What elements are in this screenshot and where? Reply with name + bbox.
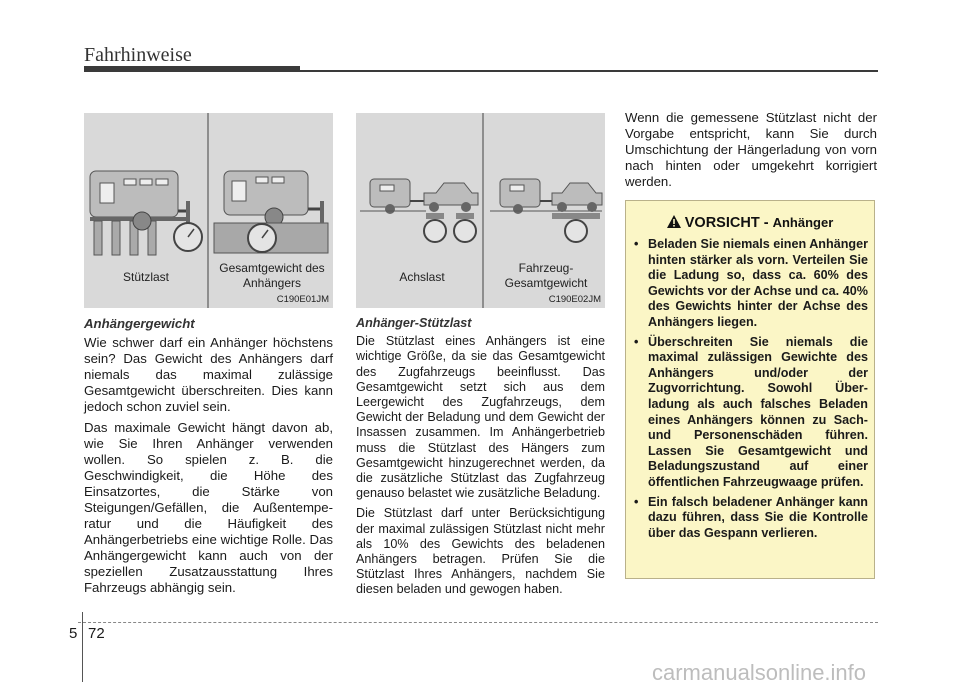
column-correction [625,110,877,195]
caution-item: • Überschreiten Sie niemals die maximal zulässigen Gewichte des Anhängers und/oder der Zugvorrichtung. Sowohl Über-ladung als auch falsches Beladen eines Anhängers können zu Sach- und Personenschäden führen. Lassen Sie Gesamtgewicht und Beladungszustand auf einer öffentlichen Fahrzeugwaage prüfen. [634,335,868,491]
caution-title-main: VORSICHT - [684,215,769,231]
caution-title [626,215,874,231]
chapter-number: 5 [69,625,78,642]
caution-item: • Beladen Sie niemals einen Anhänger hinten stärker als vorn. Verteilen Sie die Ladung so, dass ca. 60% des Gewichts vor der Achse und ca. 40% des Gewichts hinter der Achse des Anhängers liegen. [634,237,868,331]
caution-subtitle: Anhänger [772,215,834,230]
paragraph: Wie schwer darf ein Anhänger höchstens sein? Das Gewicht des Anhängers darf niemals das maximal zulässige Gesamtgewicht überschreiten. Dies kann jedoch schon zuviel sein. [84,335,333,414]
figure-label-right-line1: Fahrzeug- [518,261,574,275]
figure-label-left: Stützlast [122,270,170,284]
section-heading: Anhängergewicht [84,316,195,331]
paragraph: Das maximale Gewicht hängt davon ab, wie Sie Ihren Anhänger verwenden wollen. So spielen z. B. die Geschwindigkeit, die Höhe des Einsatzortes, die Stärke von Steigungen/Gefällen, die Außentempe-ratur und die Häufigkeit des Anhängerbetriebs eine wichtige Rolle. Das Anhängergewicht kann auch von der speziellen Zusatzausstattung Ihres Fahrzeugs abhängig sein. [84,420,333,595]
figure-label-right-line1: Gesamtgewicht des [219,261,325,275]
paragraph: Die Stützlast darf unter Berücksichtigung der maximal zulässigen Stützlast nicht mehr als 10% des Gewichts des beladenen Anhängers betragen. Prüfen Sie die Stützlast Ihres Anhängers, nachdem Sie diesen beladen und gewogen haben. [356,506,605,597]
figure-trailer-tongue-weight [84,113,333,308]
footer-divider [82,612,83,682]
figure-axle-load [356,113,605,308]
figure-code: C190E01JM [276,294,329,305]
column-trailer-weight [84,316,333,601]
figure-label-right-line2: Gesamtgewicht [504,276,588,290]
footer-rule [78,622,878,623]
column-tongue-weight [356,316,605,603]
page-number: 72 [88,625,105,642]
watermark: carmanualsonline.info [652,660,867,685]
warning-icon [667,215,681,228]
caution-box [625,200,875,579]
page-header-title: Fahrhinweise [84,44,192,66]
caution-item: • Ein falsch beladener Anhänger kann dazu führen, dass Sie die Kontrolle über das Gespann verlieren. [634,495,868,542]
figure-label-right-line2: Anhängers [242,276,302,290]
header-bar [84,66,300,72]
figure-label-right [491,261,601,291]
figure-code: C190E02JM [548,294,601,305]
section-heading: Anhänger-Stützlast [356,316,472,330]
figure-label-right [212,261,332,291]
header-rule [300,70,878,72]
paragraph: Die Stützlast eines Anhängers ist eine wichtige Größe, da sie das Gesamtgewicht des Zugfahrzeugs beeinflusst. Das Gesamtgewicht setzt sich aus dem Leergewicht des Zugfahrzeugs, dem Gewicht der Beladung und dem Gewicht der Insassen zusammen. Im Anhängerbetrieb muss die Stützlast des Hängers zum Gesamtgewicht hinzugerechnet werden, da die zusätzliche Stützlast das Zugfahrzeug genauso belastet wie zusätzliche Beladung. [356,334,605,501]
caution-list [634,237,868,545]
figure-label-left: Achslast [399,270,445,284]
paragraph: Wenn die gemessene Stützlast nicht der Vorgabe entspricht, kann Sie durch Umschichtung der Hängerladung von vorn nach hinten oder umgekehrt korrigiert werden. [625,110,877,189]
